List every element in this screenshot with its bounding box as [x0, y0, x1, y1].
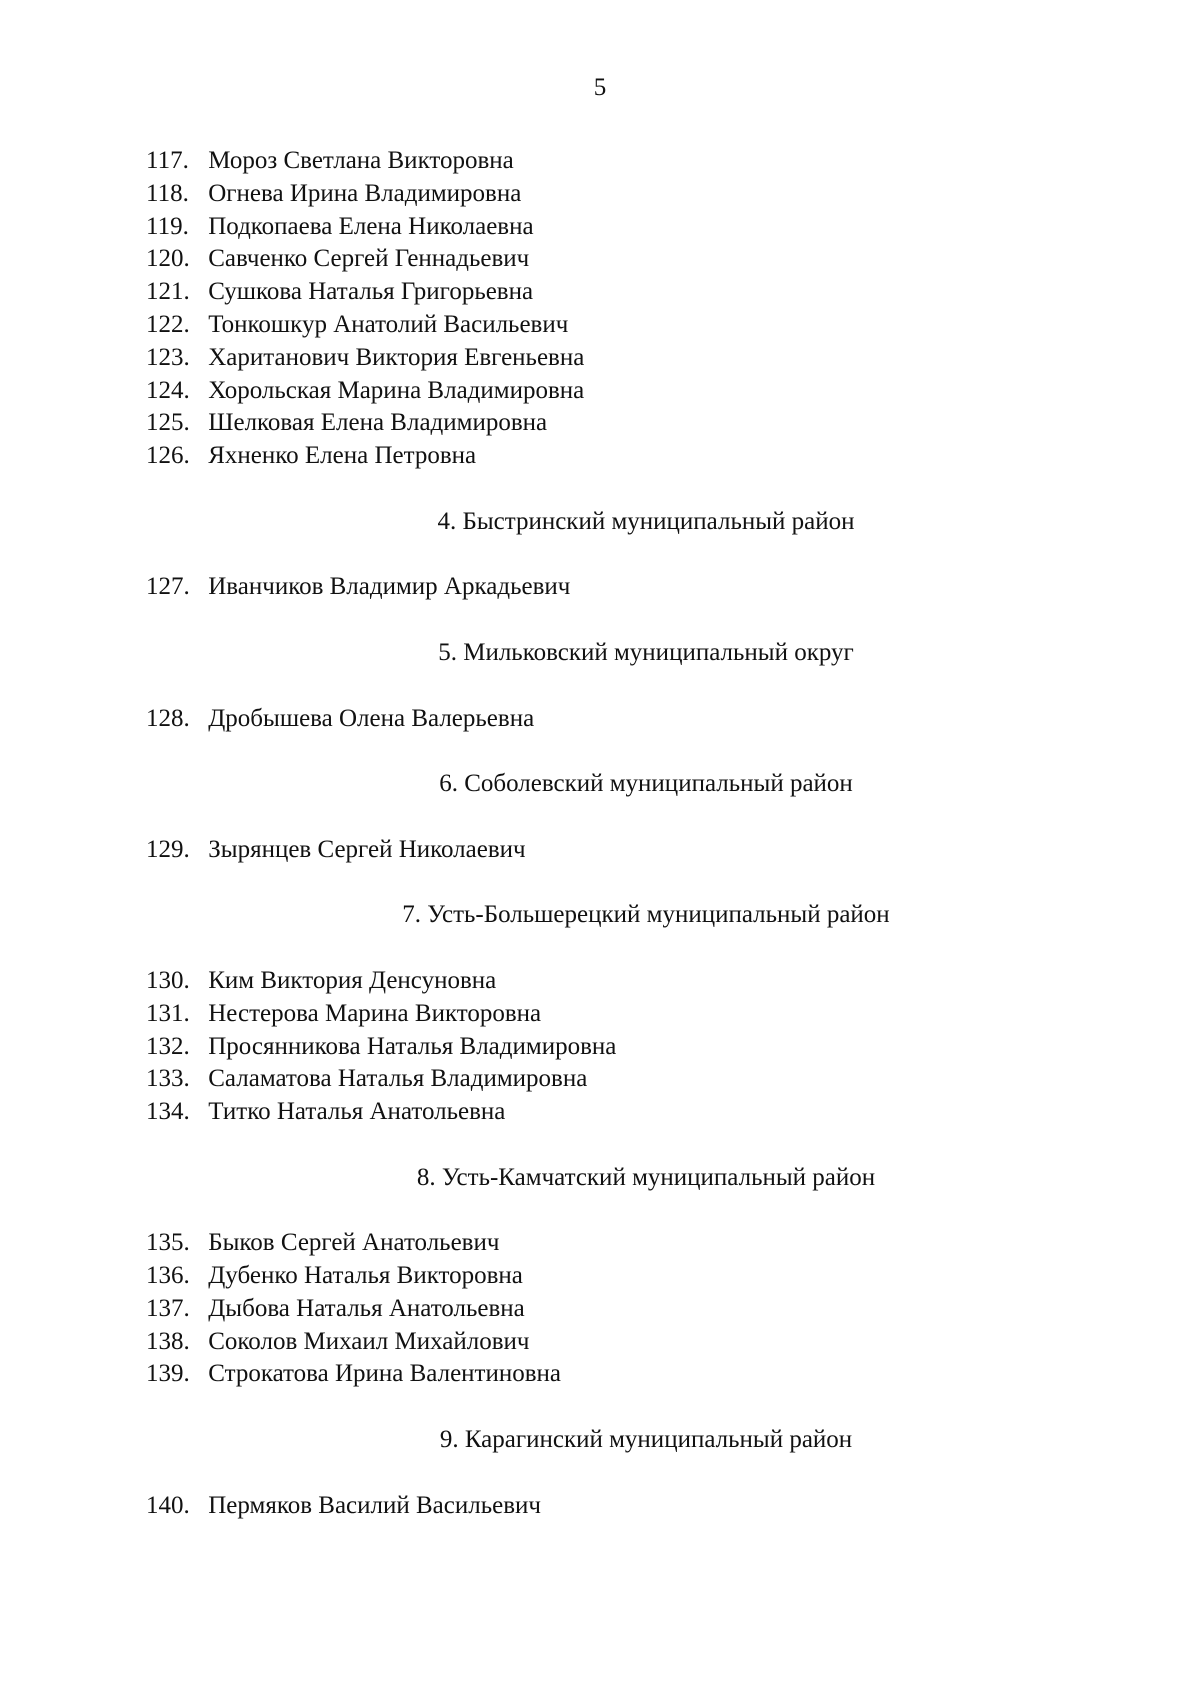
person-name: Пермяков Василий Васильевич — [208, 1491, 541, 1519]
list-item — [146, 145, 1106, 178]
person-list — [146, 145, 1106, 473]
person-name: Хорольская Марина Владимировна — [208, 376, 585, 404]
person-list — [146, 965, 1106, 1129]
person-name: Сушкова Наталья Григорьевна — [208, 278, 534, 306]
list-item — [146, 440, 1106, 473]
item-number: 123. — [146, 343, 190, 371]
person-name: Савченко Сергей Геннадьевич — [208, 245, 530, 273]
spacer — [146, 735, 1106, 768]
list-item — [146, 998, 1106, 1031]
page-number: 5 — [593, 74, 607, 101]
list-item — [146, 1293, 1106, 1326]
spacer — [146, 604, 1106, 637]
item-number: 125. — [146, 409, 190, 437]
list-item — [146, 309, 1106, 342]
list-item — [146, 1260, 1106, 1293]
item-number: 126. — [146, 442, 190, 470]
spacer — [146, 1391, 1106, 1424]
person-list — [146, 1227, 1106, 1391]
person-name: Просянникова Наталья Владимировна — [208, 1032, 617, 1060]
item-number: 127. — [146, 573, 190, 601]
person-name: Саламатова Наталья Владимировна — [208, 1065, 588, 1093]
spacer — [146, 1195, 1106, 1228]
person-name: Титко Наталья Анатольевна — [208, 1098, 506, 1126]
person-name: Зырянцев Сергей Николаевич — [208, 835, 526, 863]
list-item — [146, 571, 1106, 604]
person-name: Нестерова Марина Викторовна — [208, 999, 542, 1027]
person-name: Яхненко Елена Петровна — [208, 442, 477, 470]
item-number: 139. — [146, 1360, 190, 1388]
list-item — [146, 1358, 1106, 1391]
district-heading: 9. Карагинский муниципальный район — [439, 1426, 853, 1454]
list-item — [146, 1227, 1106, 1260]
item-number: 119. — [146, 212, 189, 240]
person-list — [146, 571, 1106, 604]
list-item — [146, 243, 1106, 276]
person-list — [146, 834, 1106, 867]
person-name: Дубенко Наталья Викторовна — [208, 1262, 523, 1290]
spacer — [146, 867, 1106, 900]
list-item — [146, 703, 1106, 736]
person-name: Быков Сергей Анатольевич — [208, 1229, 500, 1257]
list-item — [146, 375, 1106, 408]
list-item — [146, 834, 1106, 867]
document-content — [146, 145, 1106, 1522]
item-number: 124. — [146, 376, 190, 404]
item-number: 120. — [146, 245, 190, 273]
person-name: Дробышева Олена Валерьевна — [208, 704, 535, 732]
item-number: 133. — [146, 1065, 190, 1093]
district-heading: 7. Усть-Большерецкий муниципальный район — [402, 901, 890, 929]
item-number: 122. — [146, 310, 190, 338]
spacer — [146, 932, 1106, 965]
person-name: Мороз Светлана Викторовна — [208, 147, 514, 174]
person-list — [146, 703, 1106, 736]
list-item — [146, 178, 1106, 211]
person-name: Строкатова Ирина Валентиновна — [208, 1360, 562, 1388]
list-item — [146, 1031, 1106, 1064]
spacer — [146, 670, 1106, 703]
person-name: Иванчиков Владимир Аркадьевич — [208, 573, 571, 601]
item-number: 121. — [146, 278, 190, 306]
list-item — [146, 407, 1106, 440]
item-number: 128. — [146, 704, 190, 732]
person-name: Ким Виктория Денсуновна — [208, 966, 497, 994]
list-item — [146, 1490, 1106, 1523]
item-number: 132. — [146, 1032, 190, 1060]
spacer — [146, 1457, 1106, 1490]
item-number: 138. — [146, 1327, 190, 1355]
person-name: Огнева Ирина Владимировна — [208, 179, 522, 207]
spacer — [146, 1129, 1106, 1162]
person-name: Хаританович Виктория Евгеньевна — [208, 343, 585, 371]
district-heading: 5. Мильковский муниципальный округ — [438, 638, 854, 666]
list-item — [146, 965, 1106, 998]
person-name: Дыбова Наталья Анатольевна — [208, 1294, 525, 1322]
person-name: Шелковая Елена Владимировна — [208, 409, 548, 437]
item-number: 136. — [146, 1262, 190, 1290]
list-item — [146, 1063, 1106, 1096]
item-number: 118. — [146, 179, 189, 207]
item-number: 135. — [146, 1229, 190, 1257]
district-heading: 4. Быстринский муниципальный район — [437, 507, 855, 535]
spacer — [146, 801, 1106, 834]
spacer — [146, 539, 1106, 572]
list-item — [146, 276, 1106, 309]
item-number: 130. — [146, 966, 190, 994]
person-name: Подкопаева Елена Николаевна — [208, 212, 534, 240]
district-heading: 8. Усть-Камчатский муниципальный район — [416, 1163, 876, 1191]
item-number: 129. — [146, 835, 190, 863]
list-item — [146, 1326, 1106, 1359]
person-name: Тонкошкур Анатолий Васильевич — [208, 310, 569, 338]
item-number: 140. — [146, 1491, 190, 1519]
spacer — [146, 473, 1106, 506]
list-item — [146, 342, 1106, 375]
list-item — [146, 1096, 1106, 1129]
item-number: 137. — [146, 1294, 190, 1322]
item-number: 131. — [146, 999, 190, 1027]
person-name: Соколов Михаил Михайлович — [208, 1327, 530, 1355]
item-number: 117. — [146, 147, 189, 174]
district-heading: 6. Соболевский муниципальный район — [439, 770, 853, 798]
item-number: 134. — [146, 1098, 190, 1126]
person-list — [146, 1490, 1106, 1523]
list-item — [146, 211, 1106, 244]
